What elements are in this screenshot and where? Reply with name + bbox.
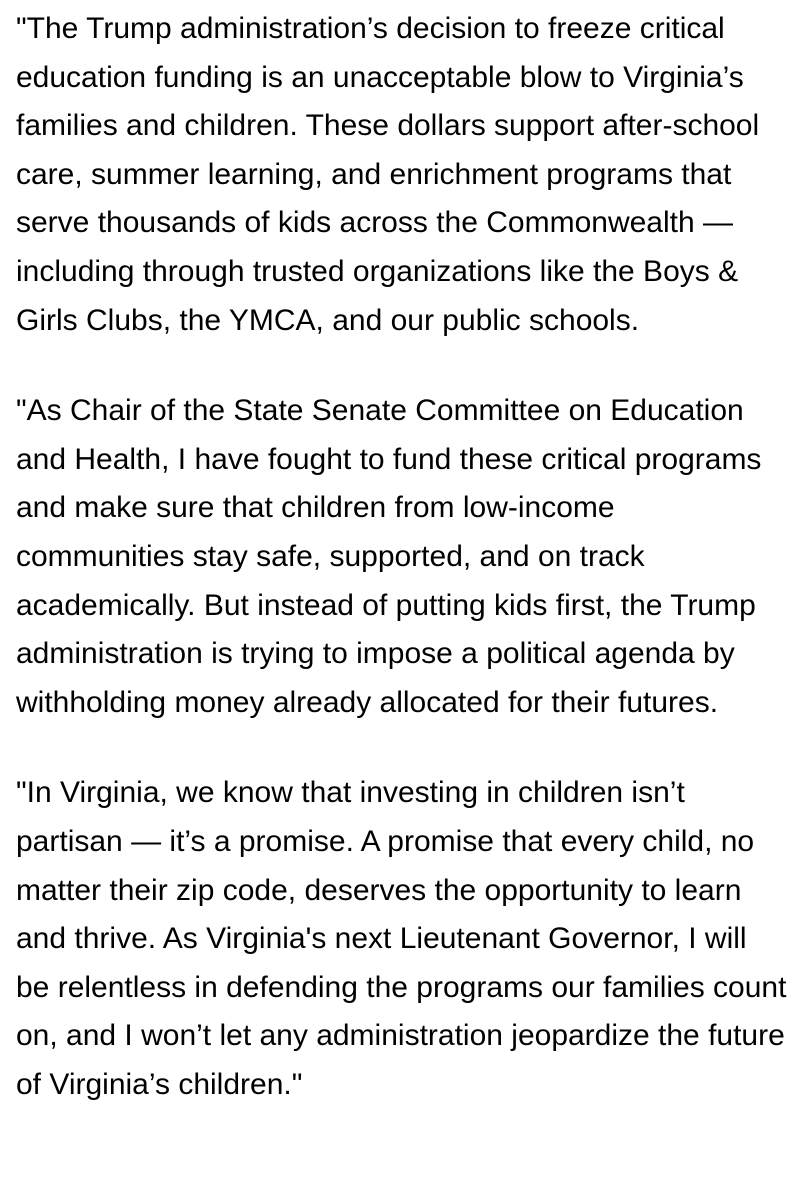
statement-paragraph-1: "The Trump administration’s decision to freeze critical education funding is an unacceptable blow to Virginia’s families and children. These dollars support after-school care, summer learning, and enrichment programs that serve thousands of kids across the Commonwealth — including through trusted organizations like the Boys & Girls Clubs, the YMCA, and our public schools. <box>16 12 760 337</box>
statement-paragraph-2: "As Chair of the State Senate Committee on Education and Health, I have fought to fund these critical programs and make sure that children from low-income communities stay safe, supported, and on track academically. But instead of putting kids first, the Trump administration is trying to impose a political agenda by withholding money already allocated for their futures. <box>16 394 762 719</box>
statement-paragraph-3: "In Virginia, we know that investing in children isn’t partisan — it’s a promise. A promise that every child, no matter their zip code, deserves the opportunity to learn and thrive. As Virginia's next Lieutenant Governor, I will be relentless in defending the programs our families count on, and I won’t let any administration jeopardize the future of Virginia’s children." <box>16 776 787 1101</box>
statement-text <box>16 0 788 1109</box>
